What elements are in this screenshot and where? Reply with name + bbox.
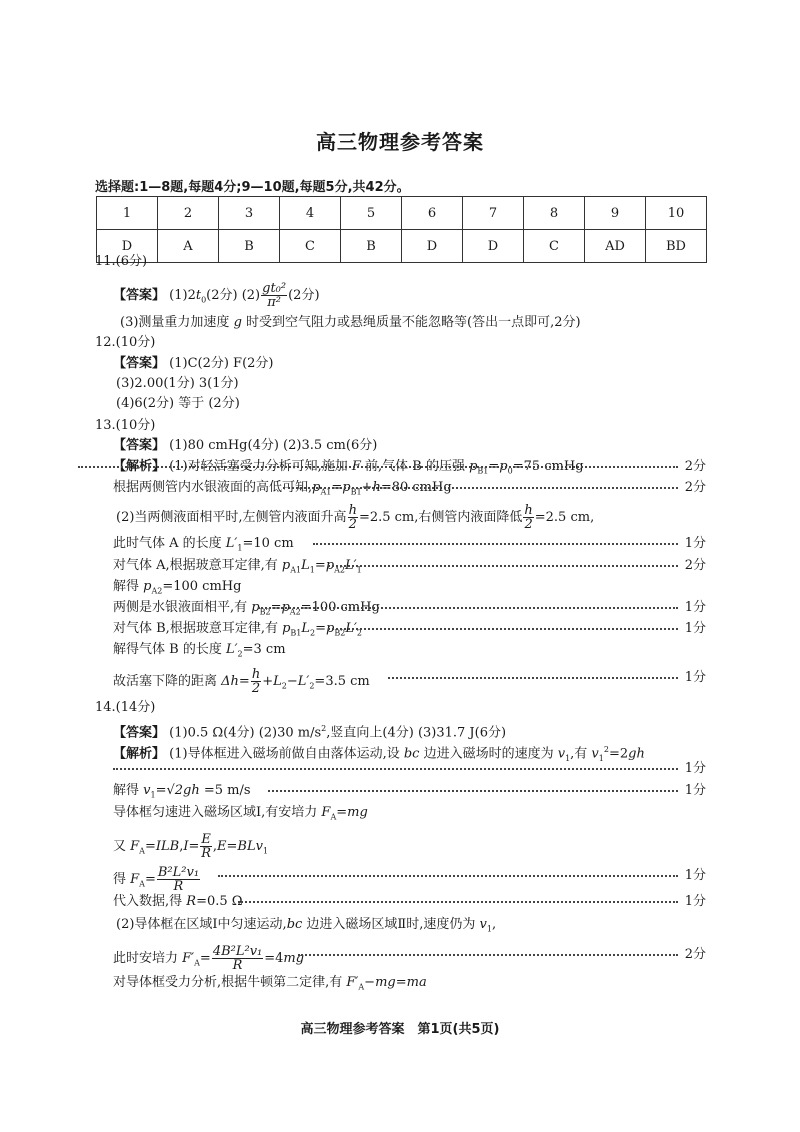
score-label: 1分: [681, 619, 706, 639]
math-variable: p: [326, 621, 335, 636]
score-label: 1分: [681, 668, 706, 688]
math-variable: F: [130, 872, 140, 887]
math-variable: L′: [345, 621, 357, 636]
math-variable: h: [372, 480, 381, 495]
text-run: 对气体 A,根据玻意耳定律,有: [113, 558, 282, 573]
text-run: 14.(14分): [95, 700, 156, 715]
math-variable: t: [195, 288, 202, 303]
math-variable: p: [281, 558, 291, 573]
math-variable: v: [557, 746, 566, 762]
subscript: B1: [290, 628, 302, 638]
text-run: =: [238, 674, 250, 689]
text-run: (1)0.5 Ω(4分) (2)30 m/s: [165, 725, 322, 741]
text-run: 前,气体 B 的压强: [360, 459, 470, 474]
text-run: (1)2: [165, 288, 196, 303]
math-variable: p: [312, 480, 321, 495]
text-run: =: [226, 839, 238, 854]
text-run: =75 cmHg: [512, 459, 584, 474]
subscript: 2: [356, 628, 363, 638]
dot-leader: [218, 875, 678, 877]
subscript: 2: [237, 649, 243, 659]
answer-cell: A: [158, 230, 219, 263]
score-label: 2分: [681, 556, 706, 576]
line-text: [113, 803, 368, 828]
score-label: 2分: [681, 478, 706, 498]
denominator: R: [201, 846, 212, 861]
fraction: [261, 282, 287, 309]
section-label: 【答案】: [113, 438, 166, 453]
question-number-cell: 10: [646, 197, 707, 230]
text-line: [0, 915, 706, 935]
subscript: A: [139, 879, 145, 889]
subscript: 1: [309, 565, 315, 575]
line-text: [113, 892, 243, 912]
line-text: [113, 945, 304, 974]
math-variable: BLv: [237, 839, 263, 854]
answer-cell: B: [219, 230, 280, 263]
denominator: π²: [267, 295, 281, 310]
text-run: (3)测量重力加速度: [120, 315, 234, 330]
text-run: +: [262, 674, 274, 689]
score-label: 2分: [681, 945, 706, 965]
text-run: ,竖直向上(4分) (3)31.7 J(6分): [326, 725, 507, 741]
text-run: =√: [155, 783, 175, 798]
numerator: 4B²L²v₁: [212, 944, 263, 959]
fraction: [200, 833, 212, 860]
text-line: [0, 354, 706, 374]
text-run: (3)2.00(1分) 3(1分): [116, 376, 239, 391]
text-line: [0, 973, 706, 993]
math-variable: gh: [628, 746, 645, 762]
question-number-cell: 1: [97, 197, 158, 230]
line-text: [113, 478, 452, 503]
text-line: [0, 416, 706, 436]
math-variable: ILB: [155, 839, 180, 854]
subscript: 0: [507, 466, 513, 476]
dot-leader: [268, 790, 678, 792]
dot-leader: [258, 607, 678, 609]
answer-cell: C: [280, 230, 341, 263]
math-variable: L′: [225, 642, 238, 657]
line-text: [113, 781, 251, 806]
score-label: 1分: [681, 892, 706, 912]
text-run: =2.5 cm,右侧管内液面降低: [358, 510, 523, 525]
dot-leader: [328, 628, 678, 630]
text-run: −: [286, 674, 298, 689]
text-line: [0, 698, 706, 718]
question-number-cell: 7: [463, 197, 524, 230]
math-variable: L: [301, 621, 311, 636]
question-number-cell: 2: [158, 197, 219, 230]
question-number-cell: 4: [280, 197, 341, 230]
text-line: [0, 832, 706, 861]
section-label: 【答案】: [113, 356, 166, 371]
dot-leader: [298, 954, 678, 956]
subscript: B1: [350, 487, 362, 497]
score-label: 1分: [681, 534, 706, 554]
text-run: (1)C(2分) F(2分): [165, 356, 274, 371]
superscript: 2: [603, 745, 609, 754]
text-run: 故活塞下降的距离: [113, 674, 222, 689]
text-line: [0, 281, 706, 310]
text-line: [0, 556, 706, 576]
text-run: ,: [212, 839, 218, 854]
text-run: 边进入磁场区域Ⅱ时,速度仍为: [302, 917, 480, 932]
math-variable: p: [143, 579, 152, 594]
math-variable: L: [301, 558, 310, 573]
text-run: 导体框匀速进入磁场区域Ⅰ,有安培力: [113, 805, 322, 820]
text-run: 11.(6分): [95, 254, 148, 269]
denominator: 2: [251, 681, 261, 696]
question-number-cell: 3: [219, 197, 280, 230]
subscript: B2: [334, 628, 346, 638]
subscript: 1: [486, 924, 492, 934]
numerator: h: [524, 503, 533, 518]
line-text: [95, 333, 155, 353]
text-line: [0, 667, 706, 696]
text-run: =2: [608, 746, 629, 762]
subscript: 0: [201, 295, 207, 305]
math-variable: v: [143, 783, 151, 798]
text-run: 此时气体 A 的长度: [113, 536, 226, 551]
subscript: B2: [259, 607, 271, 617]
math-variable: Δh: [221, 674, 239, 689]
subscript: 1: [237, 543, 243, 553]
math-variable: p: [281, 600, 290, 615]
text-line: [0, 892, 706, 912]
text-run: 13.(10分): [95, 418, 156, 433]
text-run: =4: [264, 951, 284, 966]
math-variable: bc: [286, 917, 303, 932]
subscript: 1: [150, 790, 156, 800]
text-line: [0, 503, 706, 532]
line-text: [113, 282, 320, 311]
text-run: 解得: [113, 579, 144, 594]
dot-leader: [113, 768, 678, 770]
line-text: [95, 252, 147, 272]
subscript: 1: [565, 753, 571, 763]
math-variable: F: [351, 459, 361, 474]
text-run: =: [315, 621, 327, 636]
line-text: [113, 866, 201, 895]
answer-cell: B: [341, 230, 402, 263]
section-label: 【解析】: [113, 746, 166, 762]
text-run: (4)6(2分) 等于 (2分): [116, 396, 240, 411]
math-variable: p: [325, 558, 335, 573]
dot-leader: [328, 565, 678, 567]
text-run: (2)导体框在区域Ⅰ中匀速运动,: [116, 917, 287, 932]
subscript: A2: [334, 565, 345, 575]
score-label: 2分: [681, 457, 706, 477]
section-label: 【答案】: [113, 725, 166, 741]
superscript: 2: [321, 724, 327, 733]
denominator: R: [232, 958, 243, 973]
math-variable: v: [591, 746, 599, 762]
math-variable: F: [321, 805, 331, 820]
math-variable: L: [273, 674, 282, 689]
answer-cell: D: [463, 230, 524, 263]
text-run: =3.5 cm: [314, 674, 370, 689]
subscript: 2: [281, 681, 287, 691]
subscript: 1: [598, 753, 604, 763]
text-line: [0, 457, 706, 477]
math-variable: L′: [297, 674, 310, 689]
math-variable: L′: [344, 558, 357, 573]
subscript: B1: [477, 466, 489, 476]
denominator: 2: [524, 517, 533, 532]
text-line: [0, 640, 706, 660]
page-footer: 高三物理参考答案 第1页(共5页): [300, 1022, 500, 1037]
section-intro: 选择题:1—8题,每题4分;9—10题,每题5分,共42分。: [95, 180, 410, 195]
section-label: 【解析】: [113, 459, 166, 474]
fraction: [212, 945, 263, 972]
text-run: 两侧是水银液面相平,有: [113, 600, 252, 615]
line-text: [113, 436, 377, 456]
fraction: [251, 668, 261, 695]
text-run: (2分): [288, 288, 320, 303]
text-run: =: [270, 600, 282, 615]
dot-leader: [78, 466, 678, 468]
text-line: [0, 944, 706, 973]
text-line: [0, 577, 706, 597]
subscript: 1: [262, 846, 269, 856]
line-text: [116, 915, 496, 940]
subscript: A: [330, 812, 337, 822]
text-line: [0, 252, 706, 272]
answer-cell: C: [524, 230, 585, 263]
text-run: 根据两侧管内水银液面的高低可知,: [113, 480, 313, 495]
numerator: h: [251, 667, 261, 682]
text-line: [0, 865, 706, 894]
fraction: [157, 866, 200, 893]
text-run: =10 cm: [242, 536, 294, 551]
score-label: 1分: [681, 598, 706, 618]
text-line: [0, 598, 706, 618]
subscript: 2: [309, 681, 315, 691]
text-run: 得: [113, 872, 131, 887]
math-variable: F′: [182, 951, 195, 966]
text-run: =100 cmHg: [162, 579, 242, 594]
text-run: =: [331, 480, 343, 495]
subscript: A2: [151, 586, 163, 596]
score-label: 1分: [681, 781, 706, 801]
section-label: 【答案】: [113, 288, 166, 303]
question-number-cell: 5: [341, 197, 402, 230]
math-variable: p: [251, 600, 260, 615]
math-variable: 2gh: [174, 783, 200, 798]
line-text: [116, 394, 240, 414]
line-text: [113, 354, 274, 374]
text-run: (1)80 cmHg(4分) (2)3.5 cm(6分): [165, 438, 378, 453]
numerator: B²L²v₁: [157, 865, 200, 880]
subscript: A1: [290, 565, 302, 575]
text-run: (2)当两侧液面相平时,左侧管内液面升高: [116, 510, 347, 525]
text-line: [0, 759, 706, 779]
text-run: 对导体框受力分析,根据牛顿第二定律,有: [113, 975, 347, 990]
numerator: E: [201, 832, 211, 847]
answer-cell: D: [402, 230, 463, 263]
math-variable: F′: [346, 975, 359, 990]
score-label: 1分: [681, 866, 706, 886]
text-line: [0, 436, 706, 456]
text-run: 对气体 B,根据玻意耳定律,有: [113, 621, 283, 636]
line-text: [120, 313, 581, 333]
text-run: −: [364, 975, 376, 990]
answer-cell: BD: [646, 230, 707, 263]
text-run: 解得: [113, 783, 144, 798]
line-text: [116, 504, 594, 531]
text-run: (1)导体框进入磁场前做自由落体运动,设: [165, 746, 404, 762]
text-line: [0, 478, 706, 498]
text-run: +: [361, 480, 373, 495]
score-label: 1分: [681, 759, 706, 779]
math-variable: bc: [403, 746, 420, 762]
dot-leader: [238, 901, 678, 903]
line-text: [113, 833, 268, 862]
math-variable: mg: [283, 951, 305, 966]
dot-leader: [283, 487, 678, 489]
text-run: =: [314, 558, 326, 573]
math-variable: E: [217, 839, 227, 854]
math-variable: v: [479, 917, 487, 932]
text-line: [0, 333, 706, 353]
math-variable: ma: [406, 975, 427, 990]
text-run: ,: [491, 917, 497, 932]
text-line: [0, 374, 706, 394]
numerator: h: [348, 503, 357, 518]
answer-cell: D: [97, 230, 158, 263]
math-variable: F: [130, 839, 140, 854]
text-run: ,: [179, 839, 184, 854]
text-run: =100 cmHg: [300, 600, 380, 615]
text-run: 代入数据,得: [113, 894, 187, 909]
text-run: =0.5 Ω: [196, 894, 243, 909]
text-run: 时受到空气阻力或悬绳质量不能忽略等(答出一点即可,2分): [241, 315, 581, 330]
text-run: =2.5 cm,: [534, 510, 595, 525]
text-line: [0, 534, 706, 554]
line-text: [113, 640, 286, 665]
answer-cell: AD: [585, 230, 646, 263]
math-variable: p: [342, 480, 351, 495]
line-text: [113, 973, 427, 998]
text-run: =: [199, 951, 211, 966]
text-run: 解得气体 B 的长度: [113, 642, 226, 657]
text-run: =: [188, 839, 200, 854]
math-variable: p: [469, 459, 478, 474]
text-run: =: [144, 872, 156, 887]
text-run: =3 cm: [242, 642, 286, 657]
denominator: R: [173, 879, 184, 894]
denominator: 2: [348, 517, 357, 532]
subscript: A2: [289, 607, 301, 617]
dot-leader: [388, 677, 678, 679]
line-text: [113, 668, 370, 697]
line-text: [95, 416, 155, 436]
text-line: [0, 781, 706, 801]
numerator: gt₀²: [262, 281, 287, 296]
text-line: [0, 313, 706, 333]
text-run: ,有: [570, 746, 592, 762]
math-variable: I: [183, 839, 189, 854]
line-text: [116, 374, 239, 394]
text-line: [0, 719, 706, 739]
subscript: A: [358, 982, 365, 992]
text-line: [0, 803, 706, 823]
text-run: =: [395, 975, 407, 990]
text-run: =5 m/s: [199, 783, 251, 798]
math-variable: g: [233, 315, 242, 330]
text-run: =: [488, 459, 500, 474]
text-run: (2分) (2): [206, 288, 261, 303]
text-run: (1)对轻活塞受力分析可知,施加: [165, 459, 352, 474]
page-title: 高三物理参考答案: [316, 130, 484, 154]
math-variable: mg: [375, 975, 396, 990]
text-run: 12.(10分): [95, 335, 156, 350]
text-run: 又: [113, 839, 131, 854]
subscript: A1: [320, 487, 332, 497]
text-run: =: [336, 805, 348, 820]
math-variable: mg: [347, 805, 368, 820]
text-run: 此时安培力: [113, 951, 183, 966]
math-variable: L′: [225, 536, 238, 551]
math-variable: p: [499, 459, 508, 474]
math-variable: p: [282, 621, 291, 636]
text-run: =: [144, 839, 156, 854]
subscript: A: [139, 846, 145, 856]
line-text: [113, 534, 294, 559]
subscript: 2: [310, 628, 316, 638]
text-run: =80 cmHg: [380, 480, 452, 495]
dot-leader: [313, 543, 678, 545]
math-variable: R: [186, 894, 197, 909]
line-text: [95, 698, 155, 718]
fraction: [348, 504, 358, 531]
subscript: 1: [356, 565, 362, 575]
text-run: 边进入磁场时的速度为: [419, 746, 558, 762]
subscript: A: [194, 958, 200, 968]
fraction: [523, 504, 533, 531]
question-number-row: [97, 197, 707, 230]
text-line: [0, 619, 706, 639]
question-number-cell: 6: [402, 197, 463, 230]
text-line: [0, 394, 706, 414]
question-number-cell: 8: [524, 197, 585, 230]
question-number-cell: 9: [585, 197, 646, 230]
text-line: [0, 740, 706, 763]
